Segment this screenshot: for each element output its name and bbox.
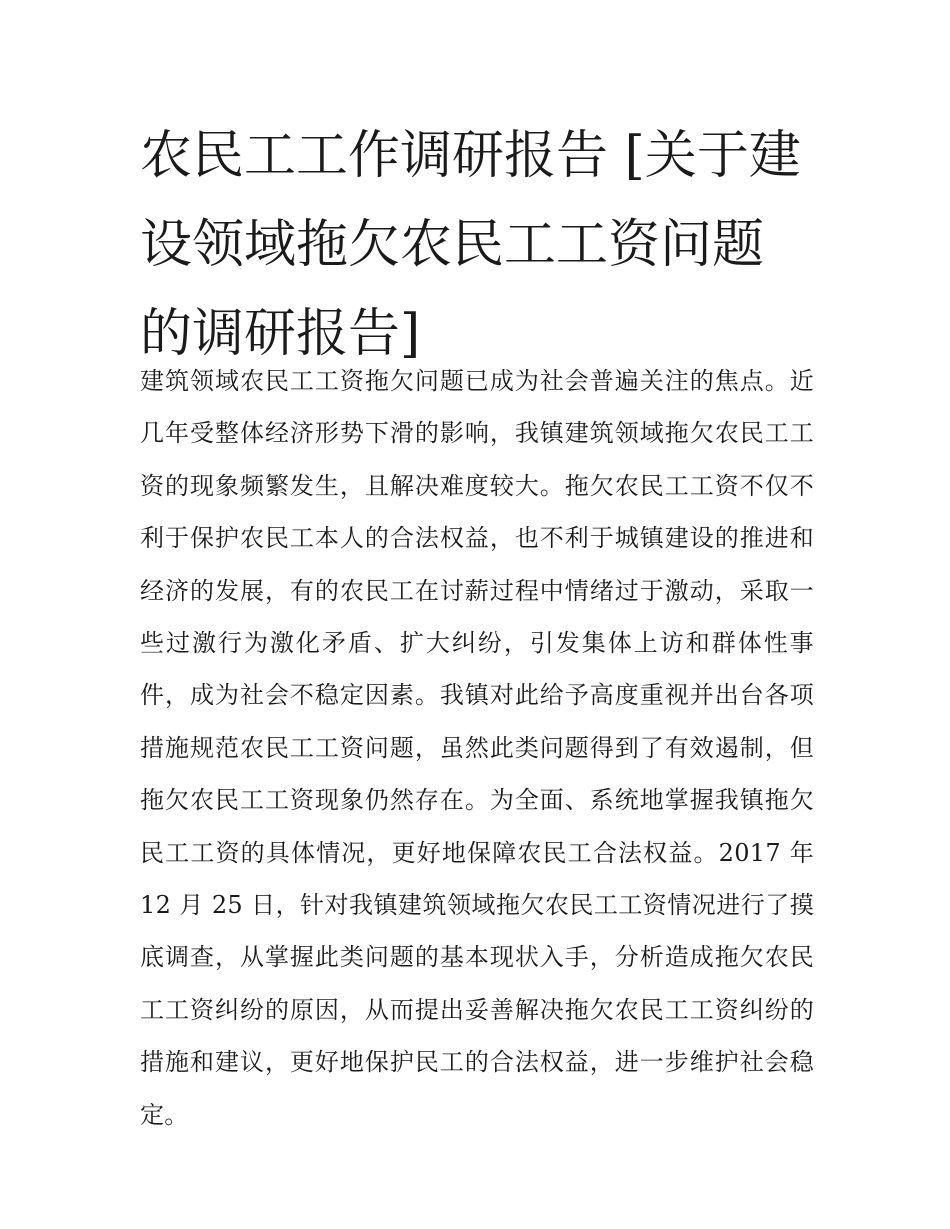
document-title: 农民工工作调研报告 [关于建设领域拖欠农民工工资问题的调研报告]	[140, 126, 801, 364]
document-body-paragraph: 建筑领域农民工工资拖欠问题已成为社会普遍关注的焦点。近几年受整体经济形势下滑的影响，我镇建筑领域拖欠农民工工资的现象频繁发生，且解决难度较大。拖欠农民工工资不仅不利于保护农民工本人的合法权益，也不利于城镇建设的推进和经济的发展，有的农民工在讨薪过程中情绪过于激动，采取一些过激行为激化矛盾、扩大纠纷，引发集体上访和群体性事件，成为社会不稳定因素。我镇对此给予高度重视并出台各项措施规范农民工工资问题，虽然此类问题得到了有效遏制，但拖欠农民工工资现象仍然存在。为全面、系统地掌握我镇拖欠民工工资的具体情况，更好地保障农民工合法权益。2017 年 12 月 25 日，针对我镇建筑领域拖欠农民工工资情况进行了摸底调查，从掌握此类问题的基本现状入手，分析造成拖欠农民工工资纠纷的原因，从而提出妥善解决拖欠农民工工资纠纷的措施和建议，更好地保护民工的合法权益，进一步维护社会稳定。	[140, 367, 814, 1129]
